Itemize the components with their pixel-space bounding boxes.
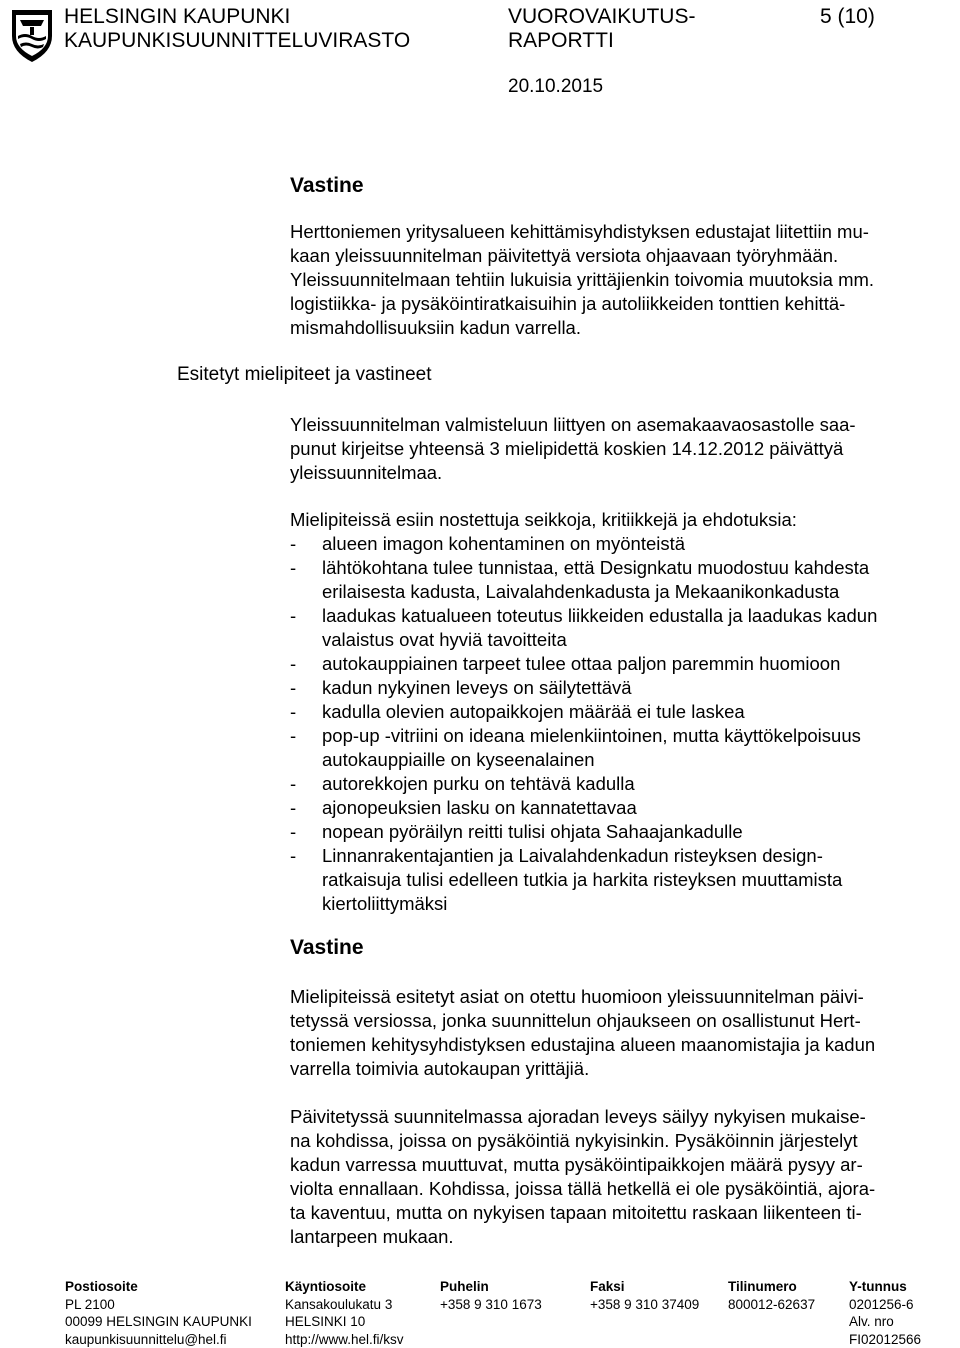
- text-line: mismahdollisuuksiin kadun varrella.: [290, 316, 950, 340]
- text-line: varrella toimivia autokaupan yrittäjiä.: [290, 1057, 950, 1081]
- footer-column-heading: Tilinumero: [728, 1278, 815, 1296]
- list-item-text: erilaisesta kadusta, Laivalahdenkadusta ja Mekaanikonkadusta: [322, 580, 950, 604]
- footer-line: HELSINKI 10: [285, 1313, 404, 1331]
- document-date: 20.10.2015: [508, 76, 603, 98]
- list-item: [290, 700, 950, 724]
- list-item-text: alueen imagon kohentaminen on myönteistä: [322, 532, 950, 556]
- section-heading-vastine-2: Vastine: [290, 936, 364, 960]
- paragraph-response-2: [290, 985, 950, 1081]
- bullet-list: [290, 532, 950, 916]
- list-item: [290, 820, 950, 844]
- org-line-1: HELSINGIN KAUPUNKI: [64, 5, 410, 29]
- page-footer: [65, 1278, 955, 1342]
- footer-line: Kansakoulukatu 3: [285, 1296, 404, 1314]
- doc-type-line-1: VUOROVAIKUTUS-: [508, 5, 695, 29]
- list-item: [290, 772, 950, 796]
- text-line: Yleissuunnitelmaan tehtiin lukuisia yrittäjienkin toivomia muutoksia mm.: [290, 268, 950, 292]
- list-dash: -: [290, 604, 296, 628]
- list-item-text: ratkaisuja tulisi edelleen tutkia ja harkita risteyksen muuttamista: [322, 868, 950, 892]
- text-line: violta ennallaan. Kohdissa, joissa tällä hetkellä ei ole pysäköintiä, ajora-: [290, 1177, 950, 1201]
- side-heading-opinions: Esitetyt mielipiteet ja vastineet: [177, 364, 432, 386]
- footer-line: 00099 HELSINGIN KAUPUNKI: [65, 1313, 252, 1331]
- list-item: [290, 652, 950, 676]
- footer-column: [285, 1278, 404, 1348]
- paragraph-response-3: [290, 1105, 950, 1249]
- section-heading-vastine-1: Vastine: [290, 174, 364, 198]
- footer-column-heading: Faksi: [590, 1278, 699, 1296]
- paragraph-intro: [290, 413, 950, 485]
- list-dash: -: [290, 820, 296, 844]
- footer-column-heading: Puhelin: [440, 1278, 542, 1296]
- list-dash: -: [290, 724, 296, 748]
- list-item: [290, 844, 950, 916]
- list-item-text: nopean pyöräilyn reitti tulisi ohjata Sahaajankadulle: [322, 820, 950, 844]
- helsinki-crest-icon: [8, 6, 56, 64]
- text-line: punut kirjeitse yhteensä 3 mielipidettä koskien 14.12.2012 päivättyä: [290, 437, 950, 461]
- list-item: [290, 796, 950, 820]
- footer-line: Alv. nro: [849, 1313, 921, 1331]
- doc-type: [508, 5, 695, 53]
- list-item-text: pop-up -vitriini on ideana mielenkiintoinen, mutta käyttökelpoisuus: [322, 724, 950, 748]
- text-line: Yleissuunnitelman valmisteluun liittyen on asemakaavaosastolle saa-: [290, 413, 950, 437]
- list-item: [290, 724, 950, 772]
- page-number: 5 (10): [820, 5, 875, 29]
- list-item-text: autorekkojen purku on tehtävä kadulla: [322, 772, 950, 796]
- list-item: [290, 532, 950, 556]
- text-line: logistiikka- ja pysäköintiratkaisuihin ja autoliikkeiden tonttien kehittä-: [290, 292, 950, 316]
- text-line: Päivitetyssä suunnitelmassa ajoradan leveys säilyy nykyisen mukaise-: [290, 1105, 950, 1129]
- list-item-text: Linnanrakentajantien ja Laivalahdenkadun risteyksen design-: [322, 844, 950, 868]
- list-dash: -: [290, 700, 296, 724]
- footer-column: [440, 1278, 542, 1313]
- text-line: yleissuunnitelmaa.: [290, 461, 950, 485]
- footer-line: +358 9 310 1673: [440, 1296, 542, 1314]
- list-item: [290, 604, 950, 652]
- footer-line: PL 2100: [65, 1296, 252, 1314]
- text-line: kaan yleissuunnitelman päivitettyä versiota ohjaavaan työryhmään.: [290, 244, 950, 268]
- list-item-text: autokauppiaille on kyseenalainen: [322, 748, 950, 772]
- paragraph-response-1: [290, 220, 950, 340]
- footer-line: http://www.hel.fi/ksv: [285, 1331, 404, 1348]
- list-dash: -: [290, 796, 296, 820]
- list-dash: -: [290, 676, 296, 700]
- list-item-text: ajonopeuksien lasku on kannatettavaa: [322, 796, 950, 820]
- footer-column: [590, 1278, 699, 1313]
- list-item-text: laadukas katualueen toteutus liikkeiden edustalla ja laadukas kadun: [322, 604, 950, 628]
- footer-line: +358 9 310 37409: [590, 1296, 699, 1314]
- footer-line: 0201256-6: [849, 1296, 921, 1314]
- text-line: ta kaventuu, mutta on nykyisen tapaan mitoitettu raskaan liikenteen ti-: [290, 1201, 950, 1225]
- list-item-text: valaistus ovat hyviä tavoitteita: [322, 628, 950, 652]
- list-item: [290, 556, 950, 604]
- org-line-2: KAUPUNKISUUNNITTELUVIRASTO: [64, 29, 410, 53]
- list-item-text: kadulla olevien autopaikkojen määrää ei tule laskea: [322, 700, 950, 724]
- doc-type-line-2: RAPORTTI: [508, 29, 695, 53]
- list-intro: Mielipiteissä esiin nostettuja seikkoja, kritiikkejä ja ehdotuksia:: [290, 508, 950, 532]
- text-line: Mielipiteissä esitetyt asiat on otettu huomioon yleissuunnitelman päivi-: [290, 985, 950, 1009]
- text-line: toniemen kehitysyhdistyksen edustajina alueen maanomistajia ja kadun: [290, 1033, 950, 1057]
- text-line: kadun varressa muuttuvat, mutta pysäköintipaikkojen määrä pysyy ar-: [290, 1153, 950, 1177]
- footer-line: FI02012566: [849, 1331, 921, 1348]
- footer-line: kaupunkisuunnittelu@hel.fi: [65, 1331, 252, 1348]
- text-line: tetyssä versiossa, jonka suunnittelun ohjaukseen on osallistunut Hert-: [290, 1009, 950, 1033]
- footer-line: 800012-62637: [728, 1296, 815, 1314]
- text-line: na kohdissa, joissa on pysäköintiä nykyisinkin. Pysäköinnin järjestelyt: [290, 1129, 950, 1153]
- list-dash: -: [290, 844, 296, 868]
- list-dash: -: [290, 556, 296, 580]
- footer-column-heading: Postiosoite: [65, 1278, 252, 1296]
- footer-column-heading: Y-tunnus: [849, 1278, 921, 1296]
- opinions-list: [290, 508, 950, 916]
- list-dash: -: [290, 772, 296, 796]
- list-item-text: kadun nykyinen leveys on säilytettävä: [322, 676, 950, 700]
- footer-column: [728, 1278, 815, 1313]
- list-dash: -: [290, 652, 296, 676]
- text-line: Herttoniemen yritysalueen kehittämisyhdistyksen edustajat liitettiin mu-: [290, 220, 950, 244]
- text-line: lantarpeen mukaan.: [290, 1225, 950, 1249]
- list-dash: -: [290, 532, 296, 556]
- org-name: [64, 5, 410, 53]
- list-item: [290, 676, 950, 700]
- list-item-text: lähtökohtana tulee tunnistaa, että Designkatu muodostuu kahdesta: [322, 556, 950, 580]
- list-item-text: kiertoliittymäksi: [322, 892, 950, 916]
- list-item-text: autokauppiainen tarpeet tulee ottaa paljon paremmin huomioon: [322, 652, 950, 676]
- footer-column-heading: Käyntiosoite: [285, 1278, 404, 1296]
- footer-column: [65, 1278, 252, 1348]
- footer-column: [849, 1278, 921, 1348]
